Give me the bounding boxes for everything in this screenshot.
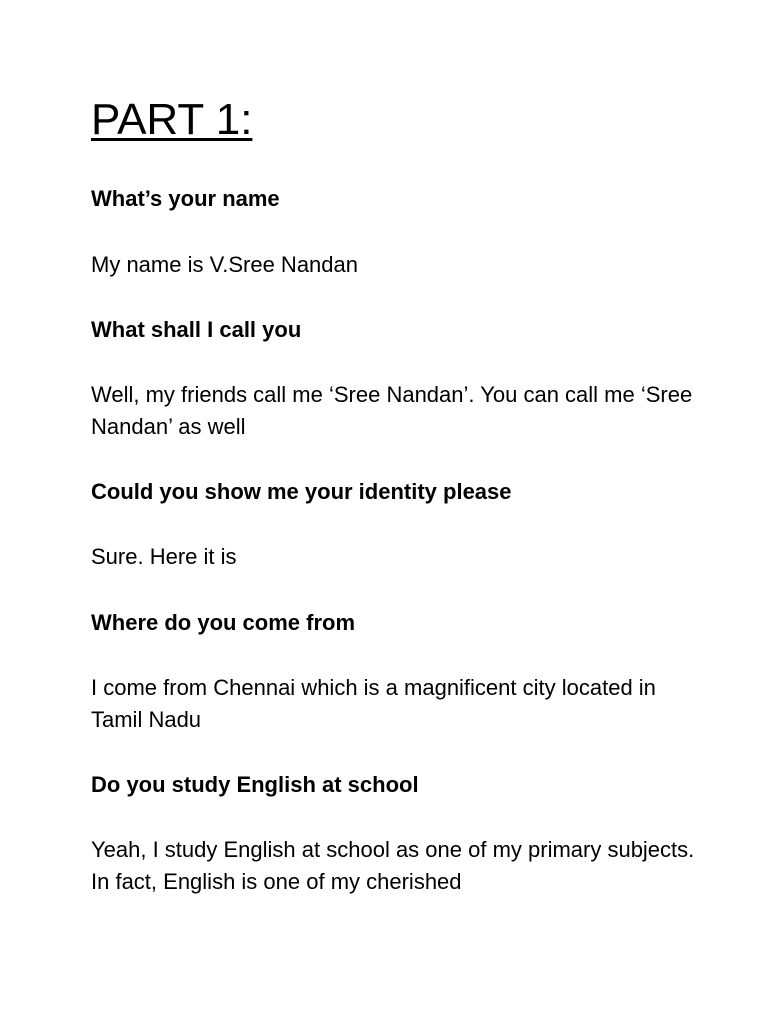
answer-origin: I come from Chennai which is a magnificent city located in Tamil Nadu: [91, 675, 656, 732]
question-identity: Could you show me your identity please: [91, 479, 512, 504]
answer-identity: Sure. Here it is: [91, 544, 237, 569]
answer-english: Yeah, I study English at school as one of my primary subjects. In fact, English is one of my cherished: [91, 837, 695, 894]
question-english: Do you study English at school: [91, 772, 419, 797]
answer-name: My name is V.Sree Nandan: [91, 252, 358, 277]
answer-call: Well, my friends call me ‘Sree Nandan’. You can call me ‘Sree Nandan’ as well: [91, 382, 693, 439]
question-call: What shall I call you: [91, 317, 302, 342]
page-title: PART 1:: [91, 95, 253, 144]
question-name: What’s your name: [91, 186, 280, 211]
question-origin: Where do you come from: [91, 610, 356, 635]
